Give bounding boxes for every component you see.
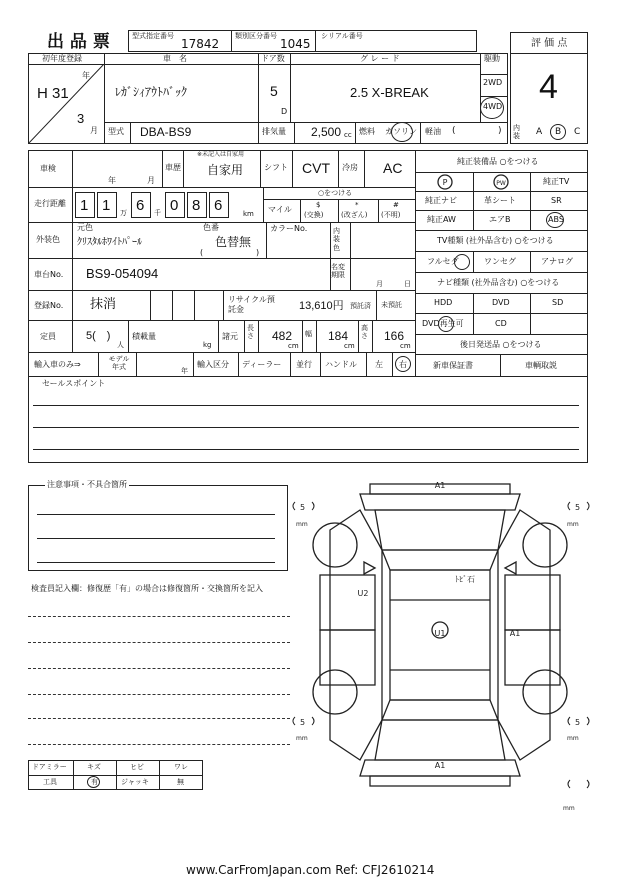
- length-label: 長さ: [247, 324, 254, 340]
- handle-right: 右: [399, 360, 407, 369]
- shaken-month-unit: 月: [147, 176, 155, 185]
- tire-rr-depth: 5: [575, 718, 581, 727]
- sales-point-label: セールスポイント: [42, 379, 106, 388]
- category-box: [231, 30, 316, 52]
- shaken-year-unit: 年: [108, 176, 116, 185]
- doors-value: 5: [270, 83, 278, 99]
- mileage-digit-5: 8: [187, 192, 207, 218]
- kg-unit: kg: [203, 341, 212, 349]
- svg-text:P: P: [442, 178, 448, 187]
- equip-aw: 純正AW: [427, 215, 456, 224]
- drive-label: 駆動: [484, 54, 500, 63]
- person-unit: 人: [117, 341, 124, 349]
- width-cm: cm: [344, 342, 355, 350]
- mileage-label: 走行距離: [34, 199, 66, 208]
- unknown-label: (不明): [381, 211, 401, 219]
- mileage-digit-2: 1: [97, 192, 117, 218]
- grade-value: 2.5 X-BREAK: [350, 85, 429, 100]
- orig-color-label: 元色: [77, 223, 93, 232]
- length-value: 482: [272, 329, 293, 343]
- equip-tv: 純正TV: [543, 177, 570, 186]
- ext-color-label: 外装色: [36, 235, 60, 244]
- reg-label: 登録No.: [34, 301, 64, 310]
- power-steering-icon: [437, 174, 453, 190]
- mileage-tsukeru: ○をつける: [318, 189, 353, 197]
- legend-tools-circle: [87, 776, 100, 788]
- import-type-label: 輸入区分: [197, 360, 229, 369]
- handle-right-circle: [395, 356, 411, 372]
- height-cm: cm: [400, 342, 411, 350]
- mile-label: マイル: [268, 205, 292, 214]
- tv-header: TV種類 (社外品含む) ○をつける: [437, 236, 554, 245]
- drive-4wd: 4WD: [483, 102, 503, 111]
- handle-left: 左: [375, 360, 383, 369]
- legend-jack-no: 無: [177, 778, 184, 786]
- length-cm: cm: [288, 342, 299, 350]
- inspector-label: 検査員記入欄：修復歴「有」の場合は修復箇所・交換箇所を記入: [31, 584, 263, 593]
- displacement-value: 2,500: [311, 125, 342, 139]
- first-reg-label: 初年度登録: [42, 54, 82, 63]
- drive-2wd: 2WD: [483, 78, 503, 87]
- color-change: 色替無: [215, 235, 252, 249]
- interior-b-circle: [550, 124, 566, 140]
- interior-a: A: [536, 127, 543, 137]
- score-value: 4: [539, 68, 558, 106]
- model-value: DBA-BS9: [140, 125, 192, 139]
- tv-analog: アナログ: [541, 257, 573, 266]
- interior-label: 内装: [513, 124, 520, 140]
- sheet-title: 出 品 票: [47, 32, 110, 52]
- month-unit: 月: [90, 126, 98, 135]
- dealer-option: ディーラー: [242, 360, 282, 369]
- legend-table: [28, 760, 203, 790]
- tamper-label: (改ざん): [341, 211, 368, 219]
- mileage-digit-1: 1: [75, 192, 95, 218]
- recycle-value: 13,610円: [299, 300, 344, 312]
- tire-rl-mm: mm: [296, 735, 308, 742]
- spare-mm: mm: [563, 805, 575, 812]
- fuel-label: 燃料: [359, 127, 375, 136]
- sen-unit: 千: [154, 209, 161, 217]
- import-label: 輸入車のみ⇒: [34, 360, 81, 369]
- category-label: 類別区分番号: [235, 32, 277, 40]
- recycle-unpaid: 未預託: [381, 301, 402, 309]
- model-year-unit: 年: [181, 367, 188, 375]
- vin-value: BS9-054094: [86, 266, 159, 281]
- color-paren-open: (: [200, 248, 204, 257]
- color-code-label: カラーNo.: [270, 224, 308, 233]
- interior-c: C: [574, 127, 581, 137]
- first-reg-era: H 31: [37, 85, 69, 102]
- nav-header: ナビ種類 (社外品含む) ○をつける: [437, 278, 560, 287]
- model-label: 型式: [108, 127, 124, 136]
- name-change-month: 月: [376, 280, 383, 288]
- equip-leather: 革シート: [484, 196, 516, 205]
- grade-label: グ レ ー ド: [360, 54, 400, 63]
- equip-abs-circle: [546, 212, 564, 228]
- oil-paren-open: (: [452, 126, 456, 136]
- mark-roof: U1: [434, 629, 446, 638]
- nav-dvd-play-circle: [438, 316, 454, 332]
- reg-value: 抹消: [90, 297, 117, 312]
- name-change-day: 日: [404, 280, 411, 288]
- nav-cd: CD: [495, 319, 507, 328]
- km-unit: km: [243, 210, 254, 218]
- height-value: 166: [384, 329, 405, 343]
- legend-tools-yes: 有: [91, 778, 98, 786]
- tv-fullseg-circle: [454, 254, 470, 270]
- interior-b: B: [555, 127, 562, 137]
- oil-paren-close: ): [498, 126, 502, 136]
- first-reg-month: 3: [77, 111, 85, 126]
- fuel-value: ガソリン: [385, 127, 417, 136]
- history-note: ※未記入は自家用: [197, 151, 245, 158]
- width-value: 184: [328, 329, 349, 343]
- shift-label: シフト: [264, 163, 288, 172]
- color-paren-close: ): [256, 248, 260, 257]
- tire-rl-depth: 5: [300, 718, 306, 727]
- color-no-label: 色番: [203, 223, 219, 232]
- recycle-paid: 預託済: [350, 302, 371, 310]
- unknown-sym: #: [393, 201, 399, 209]
- nav-sd: SD: [552, 298, 564, 307]
- serial-box: [315, 30, 477, 52]
- mark-rear-bumper: A1: [434, 761, 446, 770]
- mileage-digit-3: 6: [131, 192, 151, 218]
- model-cert-label: 型式指定番号: [132, 32, 174, 40]
- tire-fl-depth: 5: [300, 503, 306, 512]
- score-label: 評 価 点: [531, 38, 568, 49]
- car-damage-diagram: [290, 470, 590, 815]
- legend-header-mirror: ドアミラー: [32, 763, 67, 771]
- vin-label: 車台No.: [34, 270, 64, 279]
- nav-dvd-play: DVD再生可: [422, 319, 464, 328]
- mark-windshield: ﾄﾋﾞ石: [455, 575, 475, 584]
- serial-label: シリアル番号: [321, 32, 363, 40]
- sales-point-box: [28, 377, 588, 463]
- capacity-value: 5( ): [86, 330, 111, 342]
- door-d: D: [281, 107, 288, 116]
- load-label: 積載量: [132, 332, 156, 341]
- equip-navi: 純正ナビ: [425, 196, 457, 205]
- shift-value: CVT: [302, 160, 330, 176]
- mileage-digit-4: 0: [165, 192, 185, 218]
- year-unit: 年: [82, 71, 90, 80]
- int-color-label: 内装色: [333, 227, 340, 252]
- tire-rr-mm: mm: [567, 735, 579, 742]
- orig-color-value: ｸﾘｽﾀﾙﾎﾜｲﾄﾊﾟｰﾙ: [77, 237, 142, 248]
- tire-fr-mm: mm: [567, 521, 579, 528]
- legend-jack: ジャッキ: [121, 778, 149, 786]
- legend-header-crack: ヒビ: [130, 763, 144, 771]
- svg-text:PW: PW: [496, 180, 506, 187]
- equip-abs: ABS: [548, 215, 564, 224]
- equip-header: 純正装備品 ○をつける: [457, 157, 539, 166]
- mileage-digit-6: 6: [209, 192, 229, 218]
- width-label: 幅: [305, 330, 312, 338]
- history-value: 自家用: [207, 163, 244, 177]
- notes-box: [28, 480, 288, 571]
- fuel-circle: [391, 122, 413, 142]
- footer-ref: www.CarFromJapan.com Ref: CFJ2610214: [186, 863, 435, 877]
- model-cert-box: [128, 30, 232, 52]
- tire-fr-depth: 5: [575, 503, 581, 512]
- mark-front-bumper: A1: [434, 481, 446, 490]
- mark-left-door: U2: [357, 589, 369, 598]
- legend-tools: 工具: [43, 778, 57, 786]
- later-warranty: 新車保証書: [433, 361, 473, 370]
- tv-oneseg: ワンセグ: [484, 257, 516, 266]
- dims-label: 諸元: [222, 332, 238, 341]
- history-label: 車歴: [165, 163, 181, 172]
- exch-label: (交換): [304, 211, 324, 219]
- cooler-value: AC: [383, 160, 403, 176]
- height-label: 高さ: [361, 324, 368, 340]
- nav-hdd: HDD: [434, 298, 453, 307]
- category-value: 1045: [280, 37, 311, 51]
- oil-label: 軽油: [425, 127, 441, 136]
- handle-label: ハンドル: [325, 360, 357, 369]
- later-manual: 車輌取説: [525, 361, 557, 370]
- equip-sr: SR: [551, 196, 562, 205]
- car-name-label: 車 名: [163, 54, 187, 63]
- capacity-label: 定員: [40, 332, 56, 341]
- later-header: 後日発送品 ○をつける: [460, 340, 542, 349]
- car-name: ﾚｶﾞｼｨｱｳﾄﾊﾞｯｸ: [115, 85, 188, 99]
- doors-label: ドア数: [261, 54, 285, 63]
- displacement-label: 排気量: [262, 127, 286, 136]
- interior-box: [510, 122, 588, 144]
- tamper-sym: *: [355, 201, 359, 209]
- legend-header-broken: ワレ: [174, 763, 188, 771]
- shaken-label: 車検: [40, 164, 56, 173]
- name-change-label: 名変期限: [331, 263, 345, 280]
- parallel-option: 並行: [296, 360, 312, 369]
- model-cert-value: 17842: [181, 37, 220, 51]
- cc-unit: cc: [344, 131, 352, 139]
- nav-dvd: DVD: [492, 298, 510, 307]
- notes-label: 注意事項・不具合箇所: [47, 480, 127, 489]
- equip-airbag: エアB: [489, 215, 511, 224]
- tv-fullseg: フルセグ: [427, 257, 459, 266]
- tire-fl-mm: mm: [296, 521, 308, 528]
- cooler-label: 冷房: [342, 163, 358, 172]
- legend-header-scratch: キズ: [87, 763, 101, 771]
- drive-4wd-circle: [480, 97, 504, 119]
- man-unit: 万: [120, 209, 127, 217]
- score-label-box: [510, 32, 588, 54]
- model-year-label: モデル年式: [108, 355, 130, 372]
- mark-right-door: A1: [509, 629, 521, 638]
- power-window-icon: [493, 174, 509, 190]
- exch-sym: $: [316, 201, 321, 209]
- recycle-label: リサイクル預託金: [228, 295, 275, 314]
